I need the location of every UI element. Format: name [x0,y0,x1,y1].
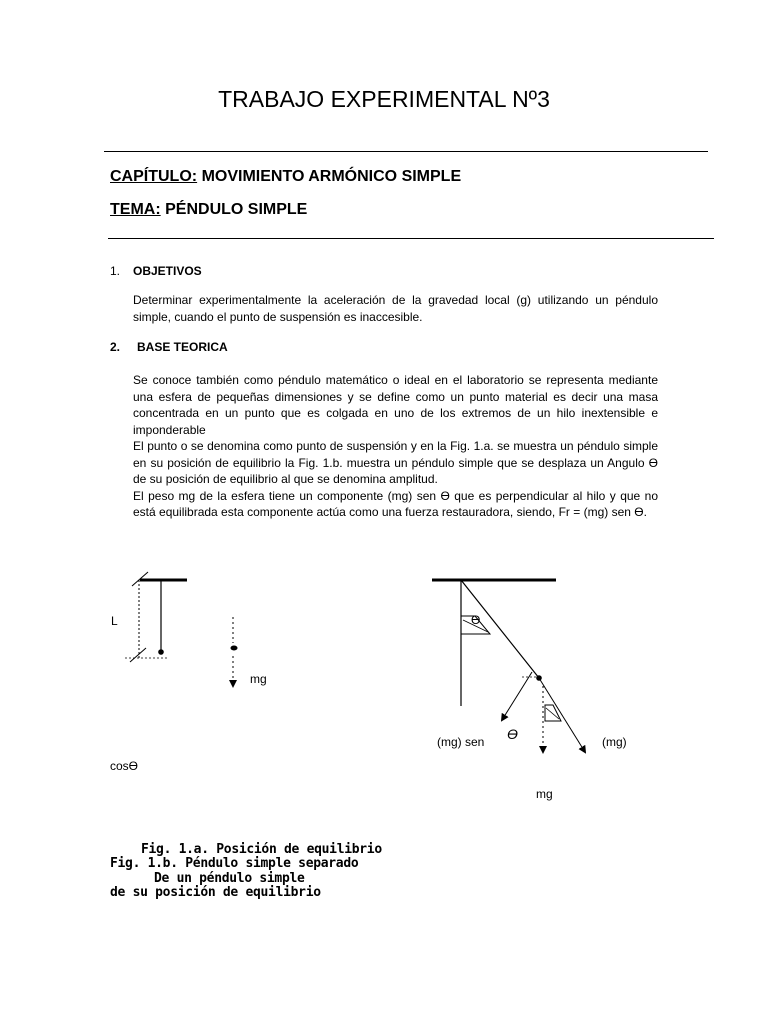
label-cos: cosϴ [110,759,139,773]
section2-paragraph-3: El peso mg de la esfera tiene un componente (mg) sen ϴ que es perpendicular al hilo y que no está equilibrada esta componente actúa como una fuerza restauradora, siendo, Fr = (mg) sen ϴ. [133,488,658,519]
section2-paragraph-1: Se conoce también como péndulo matemático o ideal en el laboratorio se representa mediante una esfera de pequeñas dimensiones y se define como un punto material es decir una masa concentrada en un punto que es colgada en uno de los extremos de un hilo inextensible e imponderable [133,373,658,437]
caption-line-3: De un péndulo simple [154,871,305,886]
label-mg-b: mg [536,787,553,801]
section1-paragraph: Determinar experimentalmente la aceleración de la gravedad local (g) utilizando un péndulo simple, cuando el punto de suspensión es inaccesible. [133,293,658,324]
label-mg-a: mg [250,672,267,686]
section1-heading: OBJETIVOS [133,264,202,278]
caption-line-4: de su posición de equilibrio [110,885,321,900]
string-b [461,580,539,678]
tick-bottom [130,648,146,662]
topic-label: TEMA: [110,201,161,218]
restoring-arrow-b [502,672,532,720]
chapter-value: MOVIMIENTO ARMÓNICO SIMPLE [201,168,462,185]
label-mg-cos: (mg) [602,735,627,749]
section1-number: 1. [110,264,121,278]
label-theta-top: ϴ [471,613,481,627]
label-length: L [111,614,118,628]
bob-side-a [231,646,238,651]
chapter-label: CAPÍTULO: [110,168,198,185]
caption-line-1: Fig. 1.a. Posición de equilibrio [141,842,382,857]
label-mg-sen: (mg) sen [437,735,485,749]
document-title: TRABAJO EXPERIMENTAL Nº3 [218,86,550,112]
label-theta: ϴ [507,726,518,742]
section2-number: 2. [110,340,121,354]
topic-value: PÉNDULO SIMPLE [165,201,308,218]
figure-1a [125,572,238,686]
caption-line-2: Fig. 1.b. Péndulo simple separado [110,856,359,871]
section2-heading: BASE TEORICA [137,340,228,354]
section2-paragraph-2: El punto o se denomina como punto de suspensión y en la Fig. 1.a. se muestra un péndulo simple en su posición de equilibrio la Fig. 1.b. muestra un péndulo simple que se desplaza un Angulo ϴ de su posición de equilibrio al que se denomina amplitud. [133,439,658,486]
bob-a [158,649,164,655]
tension-arrow-b [539,678,585,752]
